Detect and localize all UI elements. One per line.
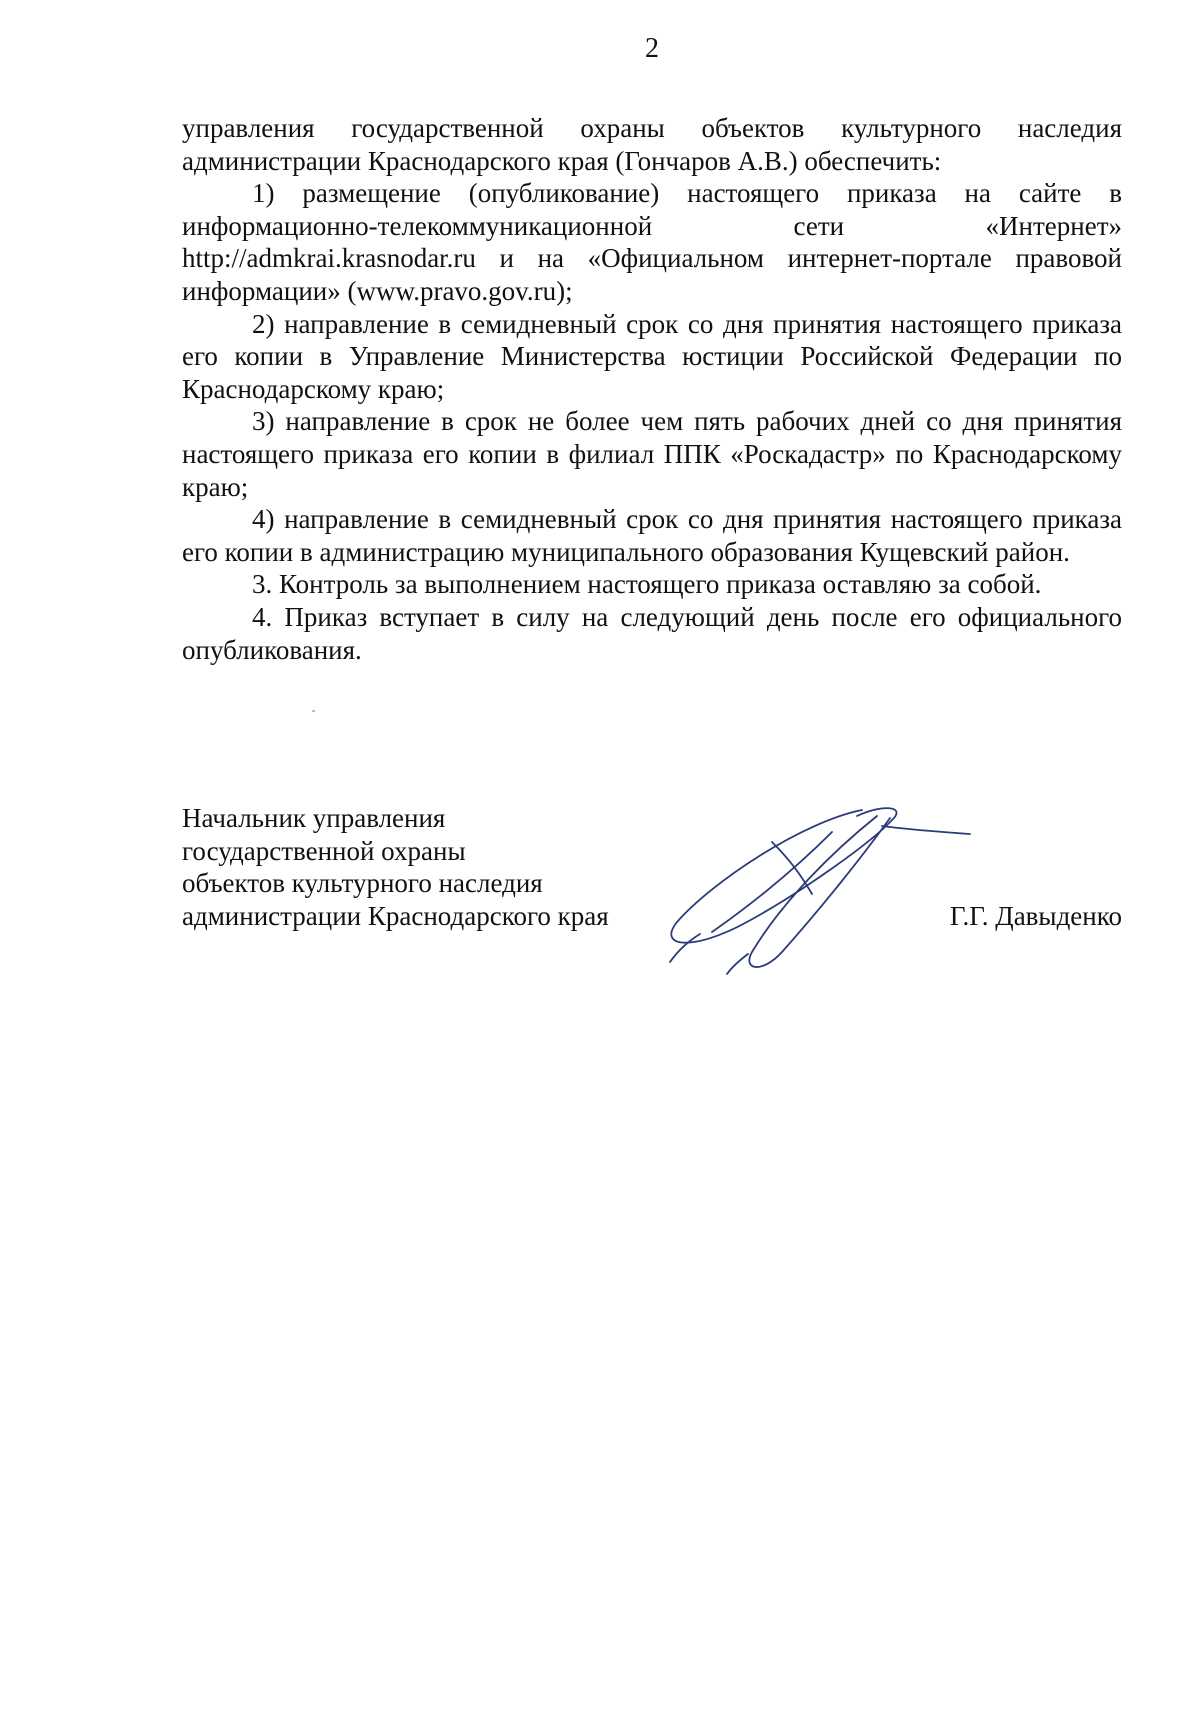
paragraph-clause-3: 3. Контроль за выполнением настоящего приказа оставляю за собой. — [252, 569, 1042, 600]
signatory-title-line-3: объектов культурного наследия — [182, 868, 543, 899]
signatory-title-line-1: Начальник управления — [182, 803, 446, 833]
paragraph-item-1: 1) размещение (опубликование) настоящего приказа на сайте в информационно-телекоммуникационной сети «Интернет» http://admkrai.krasnodar.ru и на «Официальном интернет-портале правовой информации» (www.pravo.gov.ru); — [182, 178, 1122, 306]
page-number: 2 — [645, 33, 659, 64]
signature-strokes — [670, 808, 970, 974]
paragraph-item-2: 2) направление в семидневный срок со дня принятия настоящего приказа его копии в Управление Министерства юстиции Российской Федерации по Краснодарскому краю; — [182, 308, 1122, 404]
paragraph-intro: управления государственной охраны объектов культурного наследия администрации Краснодарского края (Гончаров А.В.) обеспечить: — [182, 113, 1122, 176]
handwritten-signature — [652, 802, 972, 982]
paragraph-clause-4: 4. Приказ вступает в силу на следующий день после его официального опубликования. — [182, 601, 1122, 665]
signatory-title-line-2: государственной охраны — [182, 835, 466, 866]
scan-speck — [312, 710, 315, 712]
signature-block — [182, 802, 1122, 982]
paragraph-item-4: 4) направление в семидневный срок со дня принятия настоящего приказа его копии в администрацию муниципального образования Кущевский район. — [182, 504, 1122, 567]
signatory-name: Г.Г. Давыденко — [949, 900, 1122, 931]
signatory-title-line-4: администрации Краснодарского края — [182, 900, 609, 931]
paragraph-item-3: 3) направление в срок не более чем пять рабочих дней со дня принятия настоящего приказа его копии в филиал ППК «Роскадастр» по Краснодарскому краю; — [182, 406, 1122, 502]
document-body — [182, 112, 1122, 666]
